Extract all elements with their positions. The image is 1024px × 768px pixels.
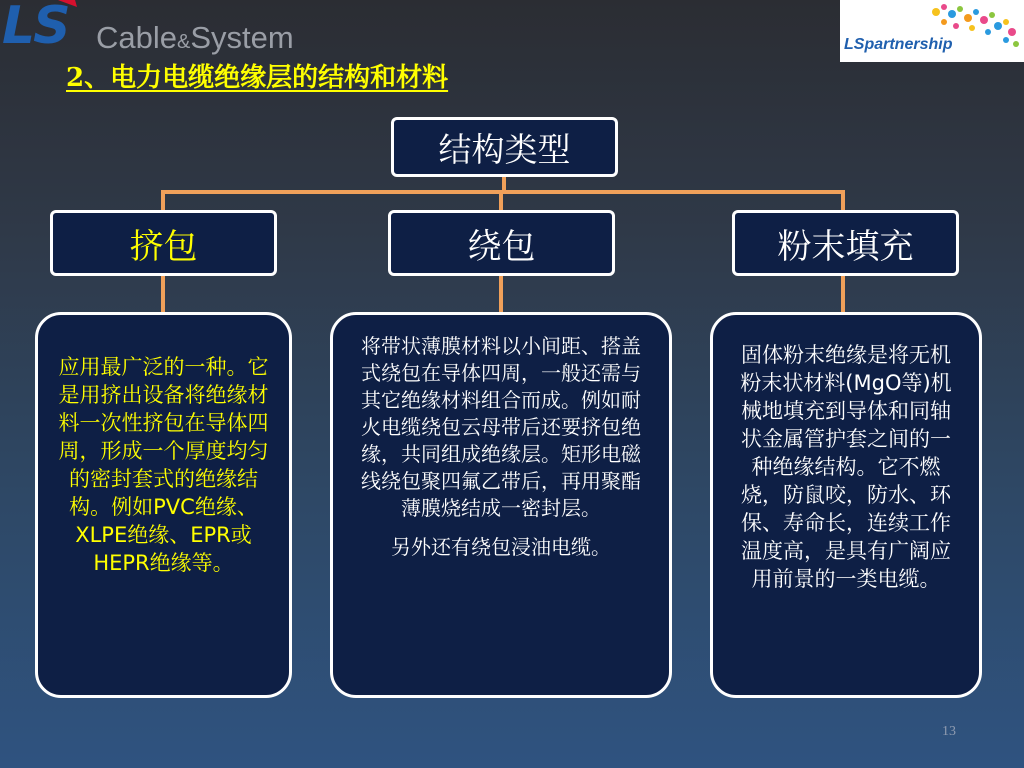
desc-powder-filling-text: 固体粉末绝缘是将无机粉末状材料(MgO等)机械地填充到导体和同轴状金属管护套之间的一种绝缘结构。它不燃烧，防鼠咬，防水、环保、寿命长，连续工作温度高，是具有广阔应用前景的一类电缆。 xyxy=(740,343,952,591)
connector-to-cat-1 xyxy=(161,190,165,212)
connector-horizontal xyxy=(161,190,845,194)
desc-wrapping-extra: 另外还有绕包浸油电缆。 xyxy=(391,535,611,559)
desc-extrusion-text: 应用最广泛的一种。它是用挤出设备将绝缘材料一次性挤包在导体四周，形成一个厚度均匀的密封套式的绝缘结构。例如PVC绝缘、XLPE绝缘、EPR或HEPR绝缘等。 xyxy=(58,355,269,575)
desc-extrusion xyxy=(35,312,292,698)
desc-wrapping xyxy=(330,312,672,698)
connector-cat-3-desc xyxy=(841,274,845,314)
logo-text-amp: & xyxy=(177,31,191,53)
partnership-text: LSpartnership xyxy=(844,36,953,53)
node-root-structure-type: 结构类型 xyxy=(391,117,618,177)
page-number: 13 xyxy=(942,724,956,739)
ls-logo-mark: LS xyxy=(2,0,69,56)
connector-to-cat-3 xyxy=(841,190,845,212)
desc-wrapping-text: 将带状薄膜材料以小间距、搭盖式绕包在导体四周，一般还需与其它绝缘材料组合而成。例如耐火电缆绕包云母带后还要挤包绝缘，共同组成绝缘层。矩形电磁线绕包聚四氟乙带后，再用聚酯薄膜烧结成一密封层。 xyxy=(361,334,641,520)
page-title: 2、电力电缆绝缘层的结构和材料 xyxy=(66,63,449,93)
partnership-logo xyxy=(840,0,1024,62)
connector-cat-1-desc xyxy=(161,274,165,314)
logo-text-cable: Cable xyxy=(96,20,177,55)
connector-cat-2-desc xyxy=(499,274,503,314)
connector-to-cat-2 xyxy=(499,190,503,212)
node-category-extrusion: 挤包 xyxy=(50,210,277,276)
node-category-wrapping: 绕包 xyxy=(388,210,615,276)
node-category-powder-filling: 粉末填充 xyxy=(732,210,959,276)
cable-system-logo xyxy=(96,20,294,60)
ls-logo xyxy=(2,0,69,56)
logo-text-system: System xyxy=(190,20,294,55)
desc-powder-filling xyxy=(710,312,982,698)
